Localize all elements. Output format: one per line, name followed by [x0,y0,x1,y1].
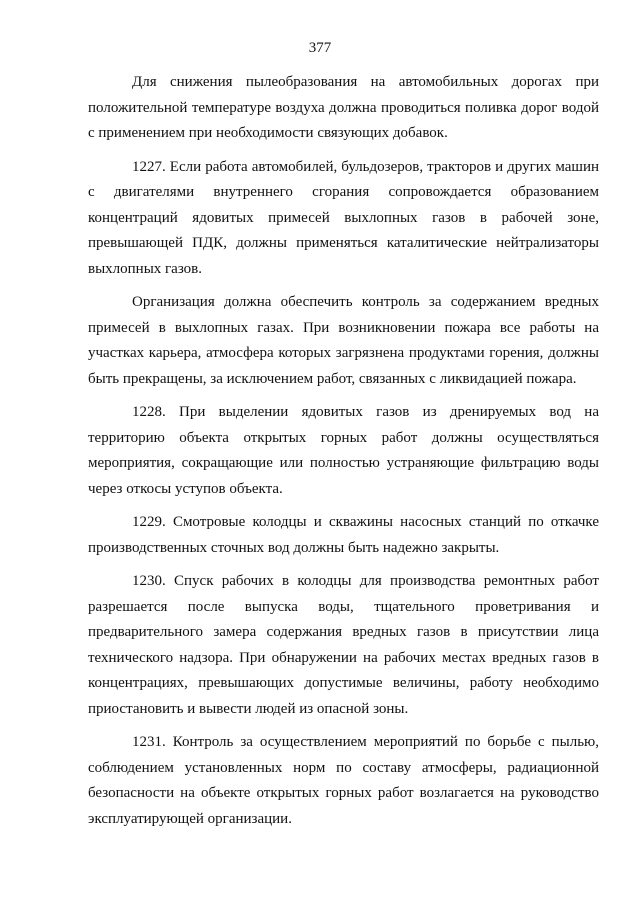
document-body [88,70,599,840]
paragraph-1227: 1227. Если работа автомобилей, бульдозеров, тракторов и других машин с двигателями внутреннего сгорания сопровождается образованием концентраций ядовитых примесей выхлопных газов в рабочей зоне, превышающей ПДК, должны применяться каталитические нейтрализаторы выхлопных газов. [88,158,599,277]
paragraph-1228: 1228. При выделении ядовитых газов из дренируемых вод на территорию объекта открытых горных работ должны осуществляться мероприятия, сокращающие или полностью устраняющие фильтрацию воды через откосы уступов объекта. [88,404,599,497]
paragraph-1229: 1229. Смотровые колодцы и скважины насосных станций по откачке производственных сточных вод должны быть надежно закрыты. [88,514,599,556]
paragraph-exhaust-control: Организация должна обеспечить контроль за содержанием вредных примесей в выхлопных газах. При возникновении пожара все работы на участках карьера, атмосфера которых загрязнена продуктами горения, должны быть прекращены, за исключением работ, связанных с ликвидацией пожара. [88,294,599,387]
paragraph-1231: 1231. Контроль за осуществлением мероприятий по борьбе с пылью, соблюдением установленных норм по составу атмосферы, радиационной безопасности на объекте открытых горных работ возлагается на руководство эксплуатирующей организации. [88,734,599,827]
paragraph-1230: 1230. Спуск рабочих в колодцы для производства ремонтных работ разрешается после выпуска воды, тщательного проветривания и предварительного замера содержания вредных газов в присутствии лица технического надзора. При обнаружении на рабочих местах вредных газов в концентрациях, превышающих допустимые величины, работу необходимо приостановить и вывести людей из опасной зоны. [88,573,599,717]
paragraph-dust-reduction: Для снижения пылеобразования на автомобильных дорогах при положительной температуре воздуха должна проводиться поливка дорог водой с применением при необходимости связующих добавок. [88,74,599,141]
page-number: 377 [308,40,332,56]
